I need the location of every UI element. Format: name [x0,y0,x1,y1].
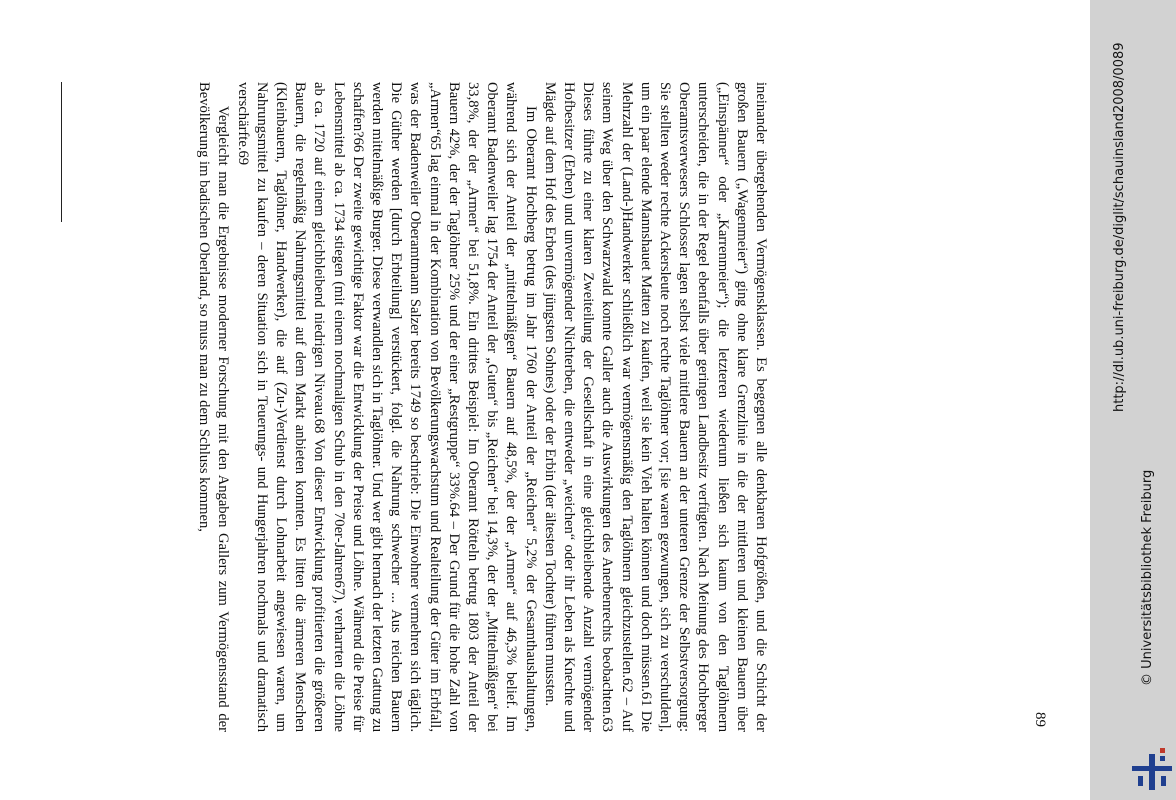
footnote-divider [61,82,62,222]
viewer-sidebar [1090,0,1176,800]
permalink-url[interactable]: http://dl.ub.uni-freiburg.de/diglit/schauinsland2008/0089 [1112,42,1127,412]
copyright-notice: © Universitätsbibliothek Freiburg [1140,469,1155,686]
paragraph-1: ineinander übergehenden Vermögensklassen. Es begegnen alle denkbaren Hofgrößen, und die Schicht der großen Bauern („Wagenmeier“) ging ohne klare Grenzlinie in die der mittleren und kleinen Bauern über („Einspänner“ oder „Karrenmeier“); die letzteren wiederum ließen sich kaum von den Taglöhnern unterscheiden, die in der Regel ebenfalls über geringen Landbesitz verfügten. Nach Meinung des Hochberger Oberamtsverwesers Schlosser lagen selbst viele mittlere Bauern an der unteren Grenze der Selbstversorgung: Sie stellten weder rechte Ackersleute noch rechte Taglöhner vor; [sie waren gezwungen, sich zu verschulden], um ein paar elende Mannshauet Matten zu kaufen, weil sie kein Vieh halten können und doch müssen.61 Die Mehrzahl der (Land-)Handwerker schließlich war vermögensmäßig den Taglöhnern gleichzustellen.62 – Auf seinem Weg über den Schwarzwald konnte Galler auch die Auswirkungen des Anerbenrechts beobachten.63 Dieses führte zu einer klaren Zweiteilung der Gesellschaft in eine gleichbleibende Anzahl vermögender Hofbesitzer (Erben) und unvermögender Nichterben, die entweder „weichen“ oder ihr Leben als Knechte und Mägde auf dem Hof des Erben (des jüngsten Sohnes) oder der Erbin (der ältesten Tochter) führen mussten. [541,82,769,732]
ub-freiburg-logo-icon [1130,740,1174,796]
page-number: 89 [1032,712,1048,727]
body-text [194,82,770,732]
paragraph-2: Im Oberamt Hochberg betrug im Jahr 1760 der Anteil der „Reichen“ 5,2% der Gesamthaushaltungen, während sich der Anteil der „mittelmäßigen“ Bauern auf 48,5%, der der „Armen“ auf 46,3% belief. Im Oberamt Badenweiler lag 1754 der Anteil der „Guten“ bis „Reichen“ bei 14,3%, der der „Mittelmäßigen“ bei 33,8%, der der „Armen“ bei 51,8%. Ein drittes Beispiel: Im Oberamt Rötteln betrug 1803 der Anteil der Bauern 42%, der der Taglöhner 25% und der einer „Restgruppe“ 33%.64 – Der Grund für die hohe Zahl von „Armen“65 lag einmal in der Kombination von Bevölkerungswachstum und Realteilung der Güter im Erbfall, was der Badenweiler Oberamtmann Salzer bereits 1749 so beschrieb: Die Einwohner vermehren sich täglich. Die Güther werden [durch Erbteilung] verstückert, folgl. die Nahrung schwecher ... Aus reichen Bauern werden mittelmäßige Burger. Diese verwandlen sich in Taglöhner. Und wer gibt hernach der letzten Gattung zu schaffen?66 Der zweite gewichtige Faktor war die Entwicklung der Preise und Löhne. Während die Preise für Lebensmittel ab ca. 1734 stiegen (mit einem nochmaligen Schub in den 70er-Jahren67), verharrten die Löhne ab ca. 1720 auf einem gleichbleibend niedrigen Niveau.68 Von dieser Entwicklung profitierten die größeren Bauern, die regelmäßig Nahrungsmittel auf dem Markt anbieten konnten. Es litten die ärmeren Menschen (Kleinbauern, Taglöhner, Handwerker), die auf (Zu-)Verdienst durch Lohnarbeit angewiesen waren, um Nahrungsmittel zu kaufen – deren Situation sich in Teuerungs- und Hungerjahren nochmals und dramatisch verschärfte.69 [234,82,539,732]
paragraph-3: Vergleicht man die Ergebnisse moderner Forschung mit den Angaben Gallers zum Vermögensstand der Bevölkerung im badischen Oberland, so muss man zu dem Schluss kommen, [196,82,232,732]
